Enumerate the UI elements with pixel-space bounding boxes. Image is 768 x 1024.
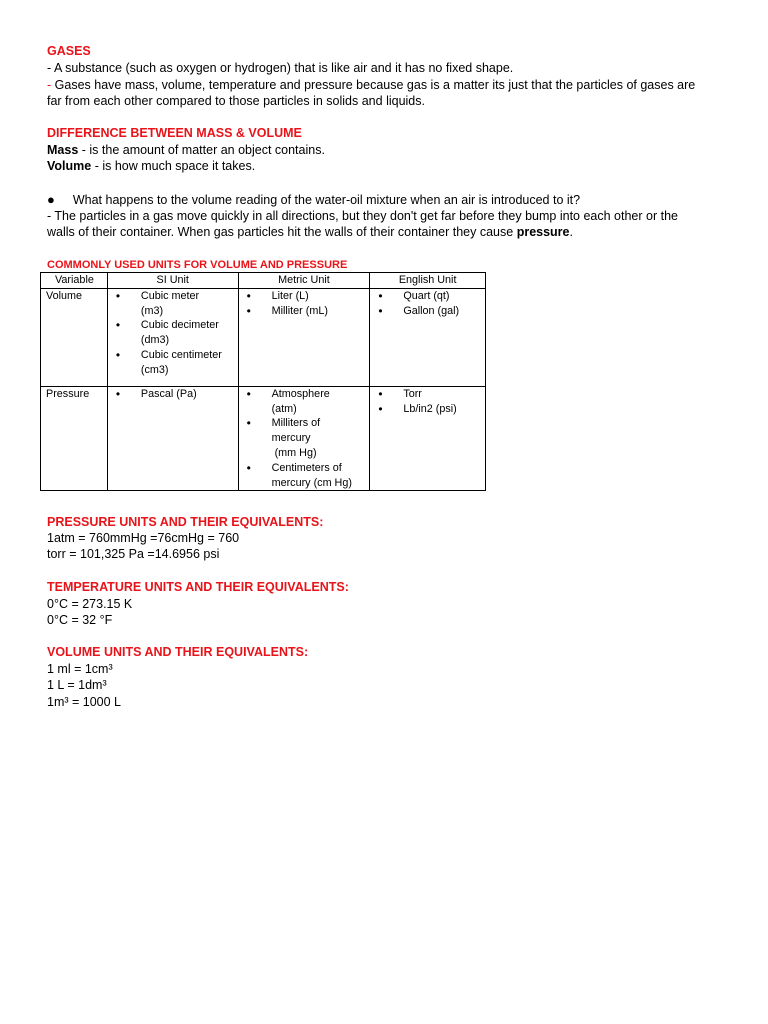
pressure-equivalent-1: 1atm = 760mmHg =76cmHg = 760 bbox=[47, 531, 240, 545]
difference-heading: DIFFERENCE BETWEEN MASS & VOLUME bbox=[47, 126, 302, 140]
list-item: • Lb/in2 (psi) bbox=[374, 402, 481, 417]
answer-period: . bbox=[569, 225, 573, 239]
metric-mercury: mercury bbox=[271, 432, 311, 445]
volume-equivalent-1: 1 ml = 1cm³ bbox=[47, 662, 113, 676]
gases-properties-line bbox=[47, 77, 695, 94]
si-cubic-meter: Cubic meter bbox=[140, 289, 200, 302]
list-item bbox=[112, 289, 234, 319]
volume-si-cell bbox=[107, 288, 238, 386]
pressure-metric-cell bbox=[238, 386, 370, 491]
list-item: • Quart (qt) bbox=[374, 289, 481, 304]
si-cubic-decimeter: Cubic decimeter bbox=[140, 319, 219, 332]
volume-metric-cell bbox=[238, 288, 370, 386]
metric-atm: (atm) bbox=[271, 402, 297, 415]
list-item: • Torr bbox=[374, 387, 481, 402]
gases-definition: - A substance (such as oxygen or hydrogen) that is like air and it has no fixed shape. bbox=[47, 61, 514, 75]
volume-equivalent-2: 1 L = 1dm³ bbox=[47, 678, 107, 692]
si-cubic-centimeter: Cubic centimeter bbox=[140, 348, 222, 361]
bullet-icon: ● bbox=[47, 192, 55, 207]
header-variable: Variable bbox=[41, 273, 108, 289]
gases-properties-text: Gases have mass, volume, temperature and pressure because gas is a matter its just that the particles of gases are bbox=[51, 78, 696, 92]
answer-text: walls of their container. When gas particles hit the walls of their container they cause bbox=[47, 225, 517, 239]
pressure-term: pressure bbox=[516, 225, 570, 239]
metric-mm-hg: (mm Hg) bbox=[271, 446, 317, 459]
list-item bbox=[112, 348, 234, 378]
metric-atmosphere: Atmosphere bbox=[271, 387, 330, 400]
si-m3: (m3) bbox=[140, 304, 164, 317]
header-si-unit: SI Unit bbox=[107, 273, 238, 289]
metric-cm-hg: mercury (cm Hg) bbox=[271, 476, 352, 489]
mass-definition bbox=[47, 142, 325, 159]
metric-milliters-of: Milliters of bbox=[271, 417, 321, 430]
list-item: • Gallon (gal) bbox=[374, 304, 481, 319]
answer-line-1: - The particles in a gas move quickly in all directions, but they don't get far before they bump into each other or the bbox=[47, 209, 678, 223]
list-item bbox=[243, 387, 366, 417]
header-metric-unit: Metric Unit bbox=[238, 273, 370, 289]
list-item bbox=[243, 416, 366, 460]
list-item bbox=[243, 461, 366, 491]
temperature-units-heading: TEMPERATURE UNITS AND THEIR EQUIVALENTS: bbox=[47, 580, 349, 594]
list-item: • Pascal (Pa) bbox=[112, 387, 234, 402]
pressure-equivalent-2: torr = 101,325 Pa =14.6956 psi bbox=[47, 547, 220, 561]
pressure-units-heading: PRESSURE UNITS AND THEIR EQUIVALENTS: bbox=[47, 515, 324, 529]
question-line bbox=[47, 191, 580, 209]
mass-text: - is the amount of matter an object contains. bbox=[78, 143, 325, 157]
table-header-row bbox=[41, 273, 486, 289]
list-item: • Liter (L) bbox=[243, 289, 366, 304]
header-english-unit: English Unit bbox=[370, 273, 486, 289]
table-row-volume bbox=[41, 288, 486, 386]
si-cm3: (cm3) bbox=[140, 363, 169, 376]
volume-term: Volume bbox=[47, 159, 92, 173]
temperature-equivalent-2: 0°C = 32 °F bbox=[47, 613, 113, 627]
volume-english-cell bbox=[370, 288, 486, 386]
pressure-si-cell bbox=[107, 386, 238, 491]
gases-heading: GASES bbox=[47, 44, 91, 58]
list-item: • Milliter (mL) bbox=[243, 304, 366, 319]
table-heading: COMMONLY USED UNITS FOR VOLUME AND PRESSURE bbox=[47, 259, 348, 271]
mass-term: Mass bbox=[47, 143, 79, 157]
si-dm3: (dm3) bbox=[140, 334, 170, 347]
volume-text: - is how much space it takes. bbox=[91, 159, 256, 173]
volume-definition bbox=[47, 158, 255, 175]
volume-units-heading: VOLUME UNITS AND THEIR EQUIVALENTS: bbox=[47, 645, 309, 659]
list-item bbox=[112, 318, 234, 348]
units-table bbox=[40, 272, 486, 491]
red-dash: - bbox=[47, 78, 52, 92]
pressure-label: Pressure bbox=[41, 386, 108, 491]
volume-equivalent-3: 1m³ = 1000 L bbox=[47, 695, 122, 709]
pressure-english-cell bbox=[370, 386, 486, 491]
table-row-pressure bbox=[41, 386, 486, 491]
volume-label: Volume bbox=[41, 288, 108, 386]
temperature-equivalent-1: 0°C = 273.15 K bbox=[47, 597, 133, 611]
gases-properties-continued: far from each other compared to those particles in solids and liquids. bbox=[47, 94, 425, 108]
answer-line-2 bbox=[47, 224, 573, 241]
question-text: What happens to the volume reading of the water-oil mixture when an air is introduced to it? bbox=[72, 193, 581, 207]
metric-centimeters-of: Centimeters of bbox=[271, 461, 342, 474]
